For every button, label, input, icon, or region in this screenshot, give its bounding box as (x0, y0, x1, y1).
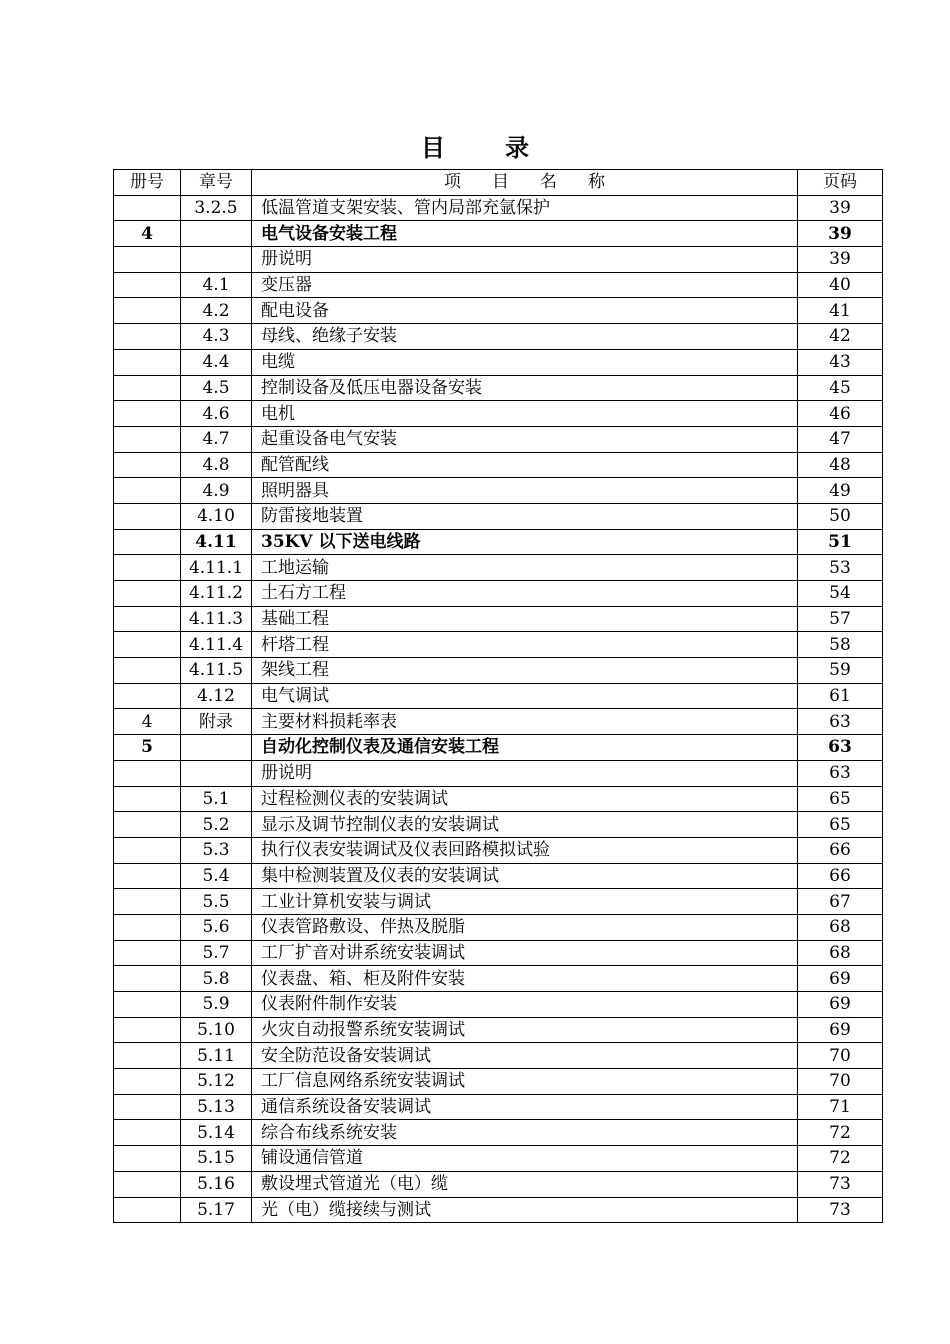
cell-chapter: 5.14 (181, 1120, 252, 1146)
cell-chapter: 4.11.4 (181, 632, 252, 658)
cell-chapter: 5.13 (181, 1094, 252, 1120)
table-row (114, 375, 883, 401)
table-row (114, 581, 883, 607)
cell-chapter: 4.6 (181, 401, 252, 427)
cell-name: 变压器 (252, 272, 798, 298)
cell-name: 照明器具 (252, 478, 798, 504)
cell-page: 57 (798, 606, 883, 632)
cell-name: 光（电）缆接续与测试 (252, 1197, 798, 1223)
cell-chapter: 附录 (181, 709, 252, 735)
table-row (114, 658, 883, 684)
cell-name: 工业计算机安装与调试 (252, 889, 798, 915)
table-row (114, 1043, 883, 1069)
cell-volume (114, 632, 181, 658)
cell-name: 综合布线系统安装 (252, 1120, 798, 1146)
table-row (114, 735, 883, 761)
header-volume: 册号 (114, 170, 181, 196)
cell-volume: 4 (114, 221, 181, 247)
table-row (114, 1017, 883, 1043)
cell-page: 59 (798, 658, 883, 684)
toc-table (113, 169, 883, 1223)
cell-volume (114, 1069, 181, 1095)
cell-name: 工厂扩音对讲系统安装调试 (252, 940, 798, 966)
cell-page: 46 (798, 401, 883, 427)
cell-volume (114, 658, 181, 684)
cell-page: 63 (798, 735, 883, 761)
cell-page: 50 (798, 503, 883, 529)
cell-volume (114, 272, 181, 298)
table-row (114, 272, 883, 298)
cell-page: 39 (798, 221, 883, 247)
cell-chapter: 4.12 (181, 683, 252, 709)
cell-volume (114, 503, 181, 529)
cell-volume (114, 786, 181, 812)
cell-chapter: 5.17 (181, 1197, 252, 1223)
cell-page: 70 (798, 1069, 883, 1095)
cell-name: 执行仪表安装调试及仪表回路模拟试验 (252, 837, 798, 863)
cell-name: 铺设通信管道 (252, 1146, 798, 1172)
cell-volume (114, 1197, 181, 1223)
cell-chapter: 5.10 (181, 1017, 252, 1043)
cell-name: 仪表盘、箱、柜及附件安装 (252, 966, 798, 992)
cell-chapter: 5.3 (181, 837, 252, 863)
title-char-1: 目 (421, 133, 445, 162)
cell-chapter: 5.16 (181, 1171, 252, 1197)
table-row (114, 324, 883, 350)
cell-page: 47 (798, 426, 883, 452)
cell-name: 土石方工程 (252, 581, 798, 607)
cell-volume (114, 812, 181, 838)
cell-volume (114, 1017, 181, 1043)
cell-page: 73 (798, 1197, 883, 1223)
cell-name: 电机 (252, 401, 798, 427)
cell-chapter: 4.11.5 (181, 658, 252, 684)
cell-name: 火灾自动报警系统安装调试 (252, 1017, 798, 1043)
table-row (114, 1146, 883, 1172)
cell-chapter: 4.11.2 (181, 581, 252, 607)
cell-chapter (181, 735, 252, 761)
cell-page: 69 (798, 1017, 883, 1043)
table-row (114, 966, 883, 992)
table-row (114, 786, 883, 812)
cell-page: 39 (798, 247, 883, 273)
table-row (114, 247, 883, 273)
cell-page: 68 (798, 914, 883, 940)
cell-page: 66 (798, 837, 883, 863)
cell-page: 41 (798, 298, 883, 324)
cell-name: 工地运输 (252, 555, 798, 581)
cell-chapter: 4.7 (181, 426, 252, 452)
table-row (114, 426, 883, 452)
table-row (114, 837, 883, 863)
cell-page: 66 (798, 863, 883, 889)
cell-name: 敷设埋式管道光（电）缆 (252, 1171, 798, 1197)
cell-name: 主要材料损耗率表 (252, 709, 798, 735)
table-row (114, 298, 883, 324)
cell-chapter: 4.5 (181, 375, 252, 401)
cell-page: 61 (798, 683, 883, 709)
table-row (114, 1197, 883, 1223)
cell-name: 配电设备 (252, 298, 798, 324)
table-row (114, 1094, 883, 1120)
cell-chapter: 4.11 (181, 529, 252, 555)
cell-volume (114, 581, 181, 607)
cell-volume (114, 375, 181, 401)
cell-name: 配管配线 (252, 452, 798, 478)
cell-chapter (181, 247, 252, 273)
cell-chapter: 4.2 (181, 298, 252, 324)
cell-chapter: 5.4 (181, 863, 252, 889)
cell-page: 42 (798, 324, 883, 350)
cell-volume (114, 966, 181, 992)
table-row (114, 221, 883, 247)
table-row (114, 683, 883, 709)
cell-name: 显示及调节控制仪表的安装调试 (252, 812, 798, 838)
table-row (114, 529, 883, 555)
cell-name: 册说明 (252, 760, 798, 786)
cell-volume: 5 (114, 735, 181, 761)
cell-name: 仪表附件制作安装 (252, 992, 798, 1018)
cell-volume (114, 940, 181, 966)
cell-volume (114, 863, 181, 889)
cell-chapter: 4.11.3 (181, 606, 252, 632)
cell-chapter: 4.3 (181, 324, 252, 350)
cell-name: 起重设备电气安装 (252, 426, 798, 452)
cell-volume (114, 1120, 181, 1146)
cell-name: 仪表管路敷设、伴热及脱脂 (252, 914, 798, 940)
table-row (114, 632, 883, 658)
cell-page: 65 (798, 786, 883, 812)
cell-chapter: 5.6 (181, 914, 252, 940)
cell-name: 控制设备及低压电器设备安装 (252, 375, 798, 401)
table-row (114, 709, 883, 735)
cell-chapter: 3.2.5 (181, 195, 252, 221)
cell-name: 电缆 (252, 349, 798, 375)
cell-volume (114, 1146, 181, 1172)
cell-chapter: 4.4 (181, 349, 252, 375)
cell-page: 70 (798, 1043, 883, 1069)
cell-name: 电气调试 (252, 683, 798, 709)
cell-volume (114, 1043, 181, 1069)
cell-volume (114, 298, 181, 324)
cell-volume (114, 478, 181, 504)
cell-name: 自动化控制仪表及通信安装工程 (252, 735, 798, 761)
table-row (114, 606, 883, 632)
cell-page: 67 (798, 889, 883, 915)
table-row (114, 555, 883, 581)
header-chapter: 章号 (181, 170, 252, 196)
table-row (114, 863, 883, 889)
cell-chapter: 5.5 (181, 889, 252, 915)
table-row (114, 452, 883, 478)
cell-page: 53 (798, 555, 883, 581)
cell-name: 基础工程 (252, 606, 798, 632)
table-row (114, 401, 883, 427)
table-row (114, 940, 883, 966)
table-row (114, 503, 883, 529)
cell-name: 安全防范设备安装调试 (252, 1043, 798, 1069)
table-row (114, 760, 883, 786)
cell-volume (114, 247, 181, 273)
header-name: 项 目 名 称 (252, 170, 798, 196)
cell-volume (114, 452, 181, 478)
cell-chapter: 5.7 (181, 940, 252, 966)
cell-page: 40 (798, 272, 883, 298)
toc-body (114, 195, 883, 1223)
cell-volume (114, 426, 181, 452)
cell-volume (114, 889, 181, 915)
cell-page: 51 (798, 529, 883, 555)
table-row (114, 1069, 883, 1095)
cell-page: 72 (798, 1146, 883, 1172)
cell-name: 册说明 (252, 247, 798, 273)
header-page: 页码 (798, 170, 883, 196)
cell-volume (114, 1171, 181, 1197)
cell-chapter (181, 221, 252, 247)
cell-volume (114, 401, 181, 427)
cell-chapter: 5.15 (181, 1146, 252, 1172)
cell-name: 杆塔工程 (252, 632, 798, 658)
cell-volume (114, 914, 181, 940)
cell-page: 73 (798, 1171, 883, 1197)
table-row (114, 1120, 883, 1146)
table-row (114, 992, 883, 1018)
cell-page: 68 (798, 940, 883, 966)
cell-chapter: 5.2 (181, 812, 252, 838)
page-title (0, 128, 950, 163)
cell-name: 低温管道支架安装、管内局部充氩保护 (252, 195, 798, 221)
table-row (114, 812, 883, 838)
table-row (114, 1171, 883, 1197)
cell-volume (114, 606, 181, 632)
cell-chapter: 4.11.1 (181, 555, 252, 581)
cell-chapter: 5.8 (181, 966, 252, 992)
cell-name: 电气设备安装工程 (252, 221, 798, 247)
cell-chapter: 4.9 (181, 478, 252, 504)
cell-volume (114, 555, 181, 581)
cell-page: 54 (798, 581, 883, 607)
cell-volume (114, 1094, 181, 1120)
cell-chapter: 5.9 (181, 992, 252, 1018)
cell-chapter: 4.10 (181, 503, 252, 529)
cell-name: 母线、绝缘子安装 (252, 324, 798, 350)
cell-volume (114, 195, 181, 221)
cell-page: 72 (798, 1120, 883, 1146)
cell-page: 39 (798, 195, 883, 221)
cell-chapter: 4.1 (181, 272, 252, 298)
cell-volume (114, 324, 181, 350)
table-row (114, 914, 883, 940)
cell-chapter: 5.12 (181, 1069, 252, 1095)
cell-name: 通信系统设备安装调试 (252, 1094, 798, 1120)
cell-page: 45 (798, 375, 883, 401)
cell-volume (114, 683, 181, 709)
cell-chapter: 4.8 (181, 452, 252, 478)
cell-volume (114, 529, 181, 555)
cell-chapter: 5.1 (181, 786, 252, 812)
cell-name: 过程检测仪表的安装调试 (252, 786, 798, 812)
table-row (114, 889, 883, 915)
table-row (114, 478, 883, 504)
table-header-row (114, 170, 883, 196)
cell-page: 69 (798, 992, 883, 1018)
table-row (114, 349, 883, 375)
cell-page: 65 (798, 812, 883, 838)
table-row (114, 195, 883, 221)
cell-page: 69 (798, 966, 883, 992)
cell-page: 49 (798, 478, 883, 504)
cell-volume (114, 992, 181, 1018)
cell-name: 35KV 以下送电线路 (252, 529, 798, 555)
cell-name: 工厂信息网络系统安装调试 (252, 1069, 798, 1095)
cell-chapter: 5.11 (181, 1043, 252, 1069)
cell-page: 58 (798, 632, 883, 658)
cell-volume: 4 (114, 709, 181, 735)
cell-volume (114, 837, 181, 863)
cell-name: 防雷接地装置 (252, 503, 798, 529)
cell-chapter (181, 760, 252, 786)
cell-name: 集中检测装置及仪表的安装调试 (252, 863, 798, 889)
cell-volume (114, 349, 181, 375)
title-char-2: 录 (505, 133, 529, 162)
cell-volume (114, 760, 181, 786)
cell-name: 架线工程 (252, 658, 798, 684)
cell-page: 63 (798, 760, 883, 786)
cell-page: 48 (798, 452, 883, 478)
cell-page: 71 (798, 1094, 883, 1120)
cell-page: 63 (798, 709, 883, 735)
cell-page: 43 (798, 349, 883, 375)
